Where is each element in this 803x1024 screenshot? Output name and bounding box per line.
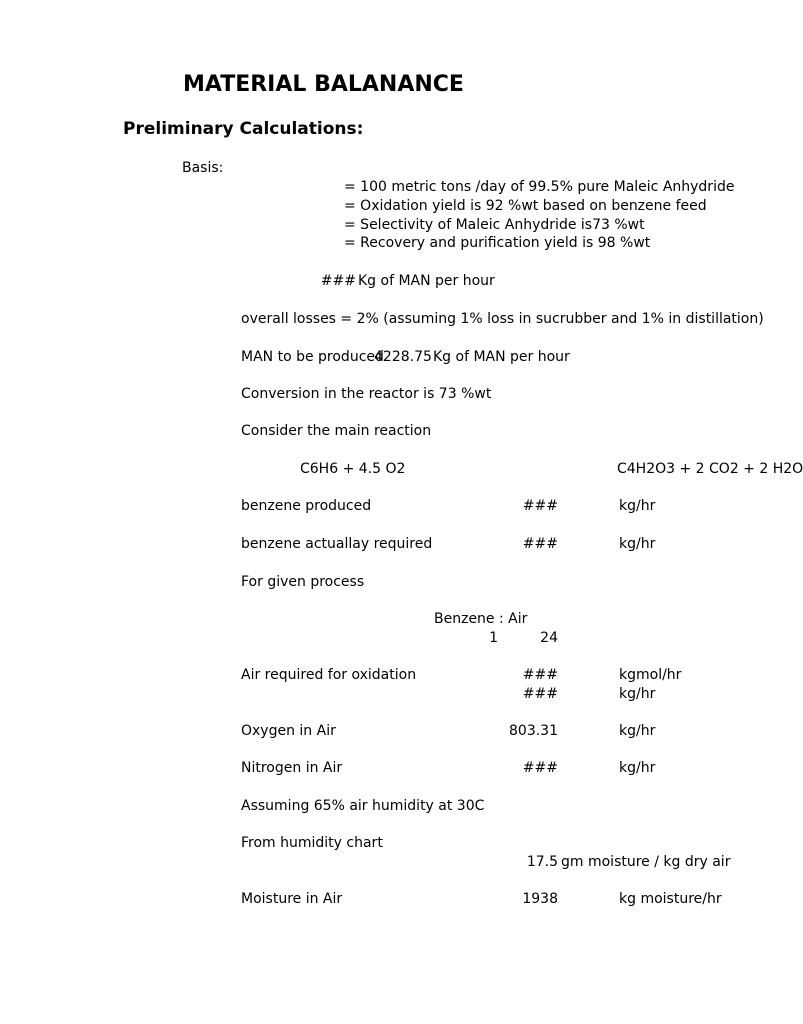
man-per-hour-value: ###: [320, 273, 356, 289]
section-heading: Preliminary Calculations:: [123, 119, 364, 139]
air-required-value-kgmol: ###: [522, 667, 558, 683]
oxygen-unit: kg/hr: [619, 723, 656, 739]
man-produced-label: MAN to be produced: [241, 349, 384, 365]
nitrogen-label: Nitrogen in Air: [241, 760, 343, 776]
benzene-required-value: ###: [522, 536, 558, 552]
basis-line-3: = Selectivity of Maleic Anhydride is73 %wt: [344, 217, 645, 233]
oxygen-label: Oxygen in Air: [241, 723, 336, 739]
ratio-benzene: 1: [489, 630, 498, 646]
process-label: For given process: [241, 574, 365, 590]
humidity-chart-label: From humidity chart: [241, 835, 383, 851]
moisture-unit: kg moisture/hr: [619, 891, 722, 907]
benzene-produced-unit: kg/hr: [619, 498, 656, 514]
page-title: MATERIAL BALANANCE: [183, 72, 464, 97]
basis-line-2: = Oxidation yield is 92 %wt based on benzene feed: [344, 198, 707, 214]
moisture-value: 1938: [522, 891, 558, 907]
benzene-produced-label: benzene produced: [241, 498, 372, 514]
basis-line-1: = 100 metric tons /day of 99.5% pure Maleic Anhydride: [344, 179, 735, 195]
man-produced-value: 4228.75: [374, 349, 432, 365]
air-required-label: Air required for oxidation: [241, 667, 417, 683]
humidity-chart-value: 17.5: [526, 854, 558, 870]
air-required-unit-kgmol: kgmol/hr: [619, 667, 682, 683]
nitrogen-unit: kg/hr: [619, 760, 656, 776]
overall-losses-text: overall losses = 2% (assuming 1% loss in sucrubber and 1% in distillation): [241, 311, 764, 327]
humidity-chart-unit: gm moisture / kg dry air: [561, 854, 731, 870]
ratio-header: Benzene : Air: [434, 611, 528, 627]
basis-line-4: = Recovery and purification yield is 98 %wt: [344, 235, 651, 251]
benzene-required-unit: kg/hr: [619, 536, 656, 552]
oxygen-value: 803.31: [509, 723, 558, 739]
conversion-text: Conversion in the reactor is 73 %wt: [241, 386, 492, 402]
benzene-required-label: benzene actuallay required: [241, 536, 433, 552]
air-required-unit-kg: kg/hr: [619, 686, 656, 702]
reaction-reactants: C6H6 + 4.5 O2: [300, 461, 406, 477]
basis-label: Basis:: [182, 160, 224, 176]
main-reaction-label: Consider the main reaction: [241, 423, 432, 439]
man-per-hour-unit: Kg of MAN per hour: [358, 273, 495, 289]
ratio-air: 24: [540, 630, 558, 646]
nitrogen-value: ###: [522, 760, 558, 776]
man-produced-unit: Kg of MAN per hour: [433, 349, 570, 365]
moisture-label: Moisture in Air: [241, 891, 343, 907]
reaction-products: C4H2O3 + 2 CO2 + 2 H2O: [617, 461, 803, 477]
benzene-produced-value: ###: [522, 498, 558, 514]
air-required-value-kg: ###: [522, 686, 558, 702]
humidity-assumption: Assuming 65% air humidity at 30C: [241, 798, 485, 814]
